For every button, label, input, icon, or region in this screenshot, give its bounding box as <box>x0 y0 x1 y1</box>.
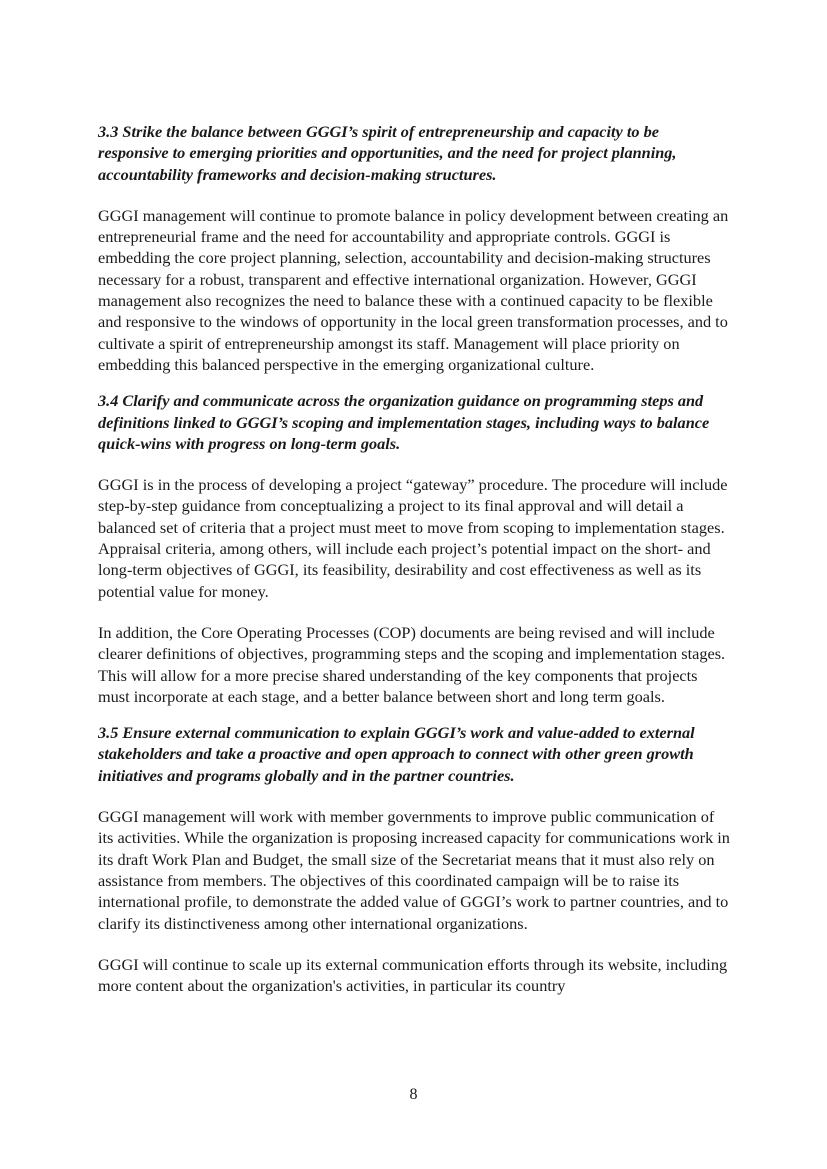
paragraph-3-4-2: In addition, the Core Operating Processes (COP) documents are being revised and will include clearer definitions of objectives, programming steps and the scoping and implementation stages. This will allow for a more precise shared understanding of the key components that projects must incorporate at each stage, and a better balance between short and long term goals. <box>98 622 726 706</box>
document-body <box>98 121 730 1016</box>
paragraph-3-5-1: GGGI management will work with member governments to improve public communication of its activities. While the organization is proposing increased capacity for communications work in its draft Work Plan and Budget, the small size of the Secretariat means that it must also rely on assistance from members. The objectives of this coordinated campaign will be to raise its international profile, to demonstrate the added value of GGGI’s work to partner countries, and to clarify its distinctiveness among other international organizations. <box>98 807 730 933</box>
paragraph-3-4-1: GGGI is in the process of developing a project “gateway” procedure. The procedure will include step-by-step guidance from conceptualizing a project to its final approval and will detail a balanced set of criteria that a project must meet to move from scoping to implementation stages. Appraisal criteria, among others, will include each project’s potential impact on the short- and long-term objectives of GGGI, its feasibility, desirability and cost effectiveness as well as its potential value for money. <box>98 475 728 601</box>
section-heading-3-4: 3.4 Clarify and communicate across the organization guidance on programming steps and definitions linked to GGGI’s scoping and implementation stages, including ways to balance quick-wins with progress on long-term goals. <box>98 391 710 453</box>
page-number: 8 <box>409 1086 418 1103</box>
paragraph-3-3-1: GGGI management will continue to promote balance in policy development between creating an entrepreneurial frame and the need for accountability and appropriate controls. GGGI is embedding the core project planning, selection, accountability and decision-making structures necessary for a robust, transparent and effective international organization. However, GGGI management also recognizes the need to balance these with a continued capacity to be flexible and responsive to the windows of opportunity in the local green transformation processes, and to cultivate a spirit of entrepreneurship amongst its staff. Management will place priority on embedding this balanced perspective in the emerging organizational culture. <box>98 205 729 374</box>
paragraph-3-5-2: GGGI will continue to scale up its external communication efforts through its website, including more content about the organization's activities, in particular its country <box>98 954 728 996</box>
section-heading-3-5: 3.5 Ensure external communication to explain GGGI’s work and value-added to external stakeholders and take a proactive and open approach to connect with other green growth initiatives and programs globally and in the partner countries. <box>98 723 695 785</box>
section-heading-3-3: 3.3 Strike the balance between GGGI’s spirit of entrepreneurship and capacity to be responsive to emerging priorities and opportunities, and the need for project planning, accountability frameworks and decision-making structures. <box>98 122 677 184</box>
